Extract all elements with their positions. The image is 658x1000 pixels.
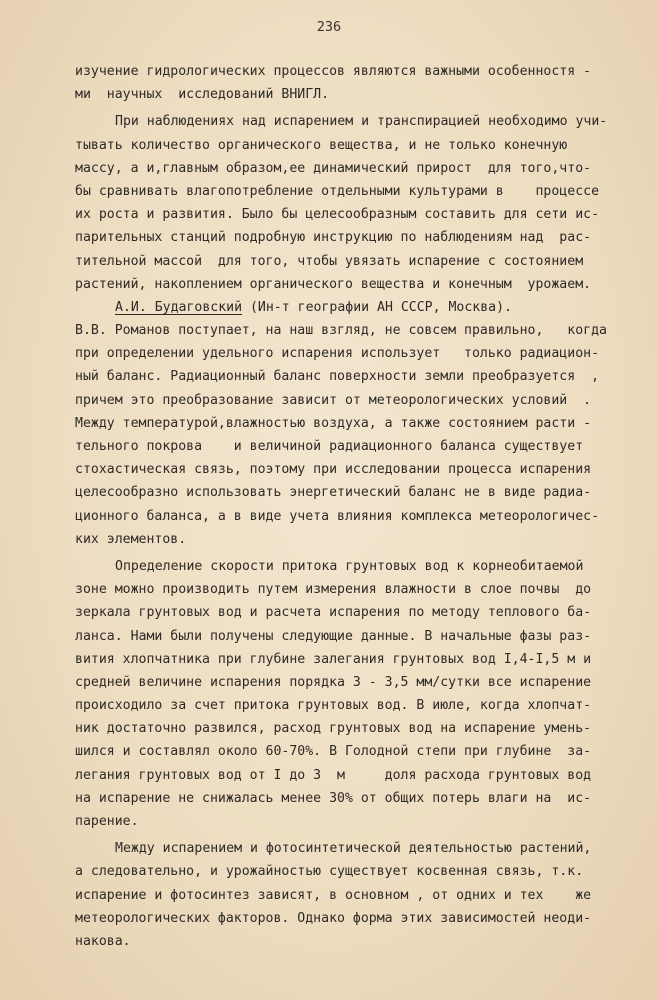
text-line: целесообразно использовать энергетический баланс не в виде радиа- [75, 485, 592, 501]
text-line: испарение и фотосинтез зависят, в основном , от одних и тех же [75, 887, 592, 903]
text-line: накова. [75, 933, 131, 949]
text-line: зоне можно производить путем измерения влажности в слое почвы до [75, 582, 592, 598]
text-line: Между испарением и фотосинтетической деятельностью растений, [115, 841, 592, 857]
text-line: стохастическая связь, поэтому при исследовании процесса испарения [75, 462, 592, 478]
author-line [75, 296, 641, 319]
paragraph-3 [75, 296, 641, 551]
text-line: тельного покрова и величиной радиационного баланса существует [75, 439, 584, 454]
text-line: зеркала грунтовых вод и расчета испарения по методу теплового ба- [75, 605, 592, 621]
text-line: происходило за счет притока грунтовых вод. В июле, когда хлопчат- [75, 698, 592, 714]
page-number: 236 [316, 19, 342, 35]
text-line: при определении удельного испарения использует только радиацион- [75, 346, 600, 362]
text-line: При наблюдениях над испарением и транспирацией необходимо учи- [115, 114, 608, 130]
paragraph-2 [75, 110, 641, 296]
text-line: их роста и развития. Было бы целесообразным составить для сети ис- [75, 207, 600, 223]
text-line: ный баланс. Радиационный баланс поверхности земли преобразуется , [75, 369, 600, 385]
text-line: бы сравнивать влагопотребление отдельными культурами в процессе [75, 183, 600, 199]
text-line: Определение скорости притока грунтовых вод к корнеобитаемой [115, 558, 584, 574]
text-line: на испарение не снижалась менее 30% от общих потерь влаги на ис- [75, 790, 592, 806]
body-text [75, 60, 641, 953]
text-line: ми научных исследований ВНИГЛ. [75, 87, 330, 103]
text-line: парение. [75, 814, 139, 829]
author-affiliation: (Ин-т географии АН СССР, Москва). [242, 299, 512, 315]
text-line: тывать количество органического вещества, и не только конечную [75, 137, 568, 153]
text-line: легания грунтовых вод от I до 3 м доля расхода грунтовых вод [75, 767, 592, 783]
text-line: причем это преобразование зависит от метеорологических условий . [75, 392, 592, 408]
paragraph-1 [75, 60, 641, 106]
text-line: ник достаточно развился, расход грунтовых вод на испарение умень- [75, 721, 592, 737]
text-line: растений, накоплением органического вещества и конечным урожаем. [75, 276, 592, 292]
text-line: парительных станций подробную инструкцию по наблюдениям над рас- [75, 230, 592, 246]
text-line: средней величине испарения порядка 3 - 3,5 мм/сутки все испарение [75, 674, 592, 690]
text-line: изучение гидрологических процессов являются важными особенностя - [75, 64, 592, 79]
paragraph-4 [75, 555, 641, 833]
text-line: тительной массой для того, чтобы увязать испарение с состоянием [75, 253, 584, 269]
text-line: шился и составлял около 60-70%. В Голодной степи при глубине за- [75, 744, 592, 760]
text-line: а следовательно, и урожайностью существует косвенная связь, т.к. [75, 864, 584, 880]
text-line: метеорологических факторов. Однако форма этих зависимостей неоди- [75, 910, 592, 926]
text-line: ких элементов. [75, 531, 187, 547]
text-line: вития хлопчатника при глубине залегания грунтовых вод I,4-I,5 м и [75, 651, 592, 667]
text-line: ционного баланса, а в виде учета влияния комплекса метеорологичес- [75, 508, 600, 524]
author-name: А.И. Будаговский [115, 299, 243, 315]
text-line: ланса. Нами были получены следующие данные. В начальные фазы раз- [75, 628, 592, 644]
text-line: массу, а и,главным образом,ее динамический прирост для того,что- [75, 160, 592, 176]
paragraph-5 [75, 837, 641, 953]
text-line: В.В. Романов поступает, на наш взгляд, не совсем правильно, когда [75, 323, 607, 339]
text-line: Между температурой,влажностью воздуха, а также состоянием расти - [75, 415, 592, 431]
